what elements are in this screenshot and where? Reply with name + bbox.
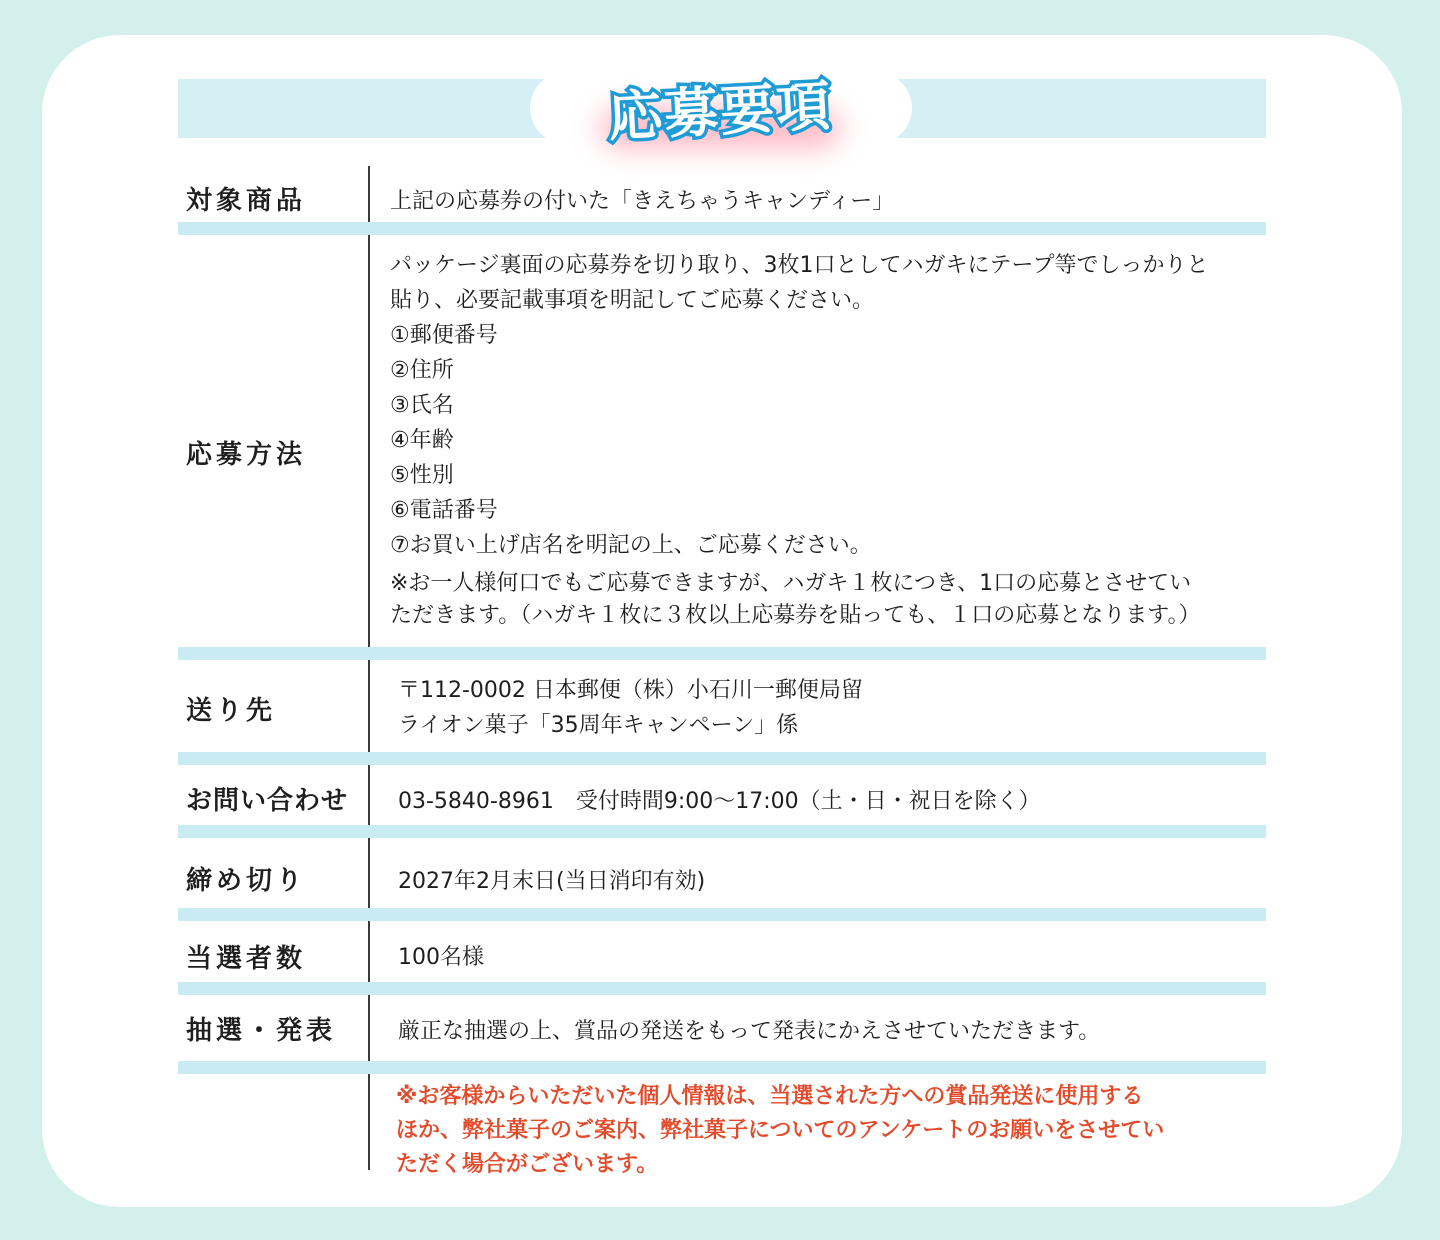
value-address	[398, 673, 863, 743]
address-line: ライオン菓子「35周年キャンペーン」係	[398, 713, 799, 738]
row-separator	[178, 647, 1266, 660]
method-item: ①郵便番号	[390, 323, 498, 348]
method-intro-line: 貼り、必要記載事項を明記してご応募ください。	[390, 288, 875, 313]
label-announce: 抽選・発表	[186, 1016, 337, 1046]
row-separator	[178, 825, 1266, 838]
method-intro-line: パッケージ裏面の応募券を切り取り、3枚1口としてハガキにテープ等でしっかりと	[390, 253, 1209, 278]
value-contact: 03-5840-8961 受付時間9:00〜17:00（土・日・祝日を除く）	[398, 789, 1041, 814]
value-product: 上記の応募券の付いた「きえちゃうキャンディー」	[390, 189, 895, 214]
method-item: ⑤性別	[390, 463, 454, 488]
row-separator	[178, 982, 1266, 995]
method-item: ④年齢	[390, 428, 454, 453]
value-method	[390, 248, 1208, 563]
privacy-note	[396, 1080, 1164, 1182]
label-address: 送り先	[186, 696, 277, 726]
value-winners: 100名様	[398, 945, 484, 970]
label-method: 応募方法	[186, 440, 307, 470]
method-note-line: ※お一人様何口でもご応募できますが、ハガキ１枚につき、1口の応募とさせてい	[390, 571, 1192, 596]
row-separator	[178, 908, 1266, 921]
method-note	[390, 568, 1200, 632]
method-item: ②住所	[390, 358, 454, 383]
page-title: 応募要項	[606, 73, 834, 149]
method-item: ⑥電話番号	[390, 498, 498, 523]
value-announce: 厳正な抽選の上、賞品の発送をもって発表にかえさせていただきます。	[398, 1019, 1101, 1044]
row-separator	[178, 222, 1266, 235]
privacy-note-line: ほか、弊社菓子のご案内、弊社菓子についてのアンケートのお願いをさせてい	[396, 1118, 1165, 1143]
row-separator	[178, 752, 1266, 765]
method-item: ⑦お買い上げ店名を明記の上、ご応募ください。	[390, 533, 872, 558]
privacy-note-line: ただく場合がございます。	[396, 1152, 659, 1177]
method-item: ③氏名	[390, 393, 454, 418]
column-divider	[368, 166, 370, 1170]
method-note-line: ただきます。（ハガキ１枚に３枚以上応募券を貼っても、１口の応募となります。）	[390, 603, 1201, 628]
value-deadline: 2027年2月末日(当日消印有効)	[398, 869, 706, 894]
label-winners: 当選者数	[186, 944, 307, 974]
label-product: 対象商品	[186, 186, 307, 216]
privacy-note-line: ※お客様からいただいた個人情報は、当選された方への賞品発送に使用する	[396, 1084, 1144, 1109]
label-contact: お問い合わせ	[186, 786, 349, 816]
row-separator	[178, 1061, 1266, 1074]
address-line: 〒112-0002 日本郵便（株）小石川一郵便局留	[398, 678, 863, 703]
label-deadline: 締め切り	[186, 866, 307, 896]
